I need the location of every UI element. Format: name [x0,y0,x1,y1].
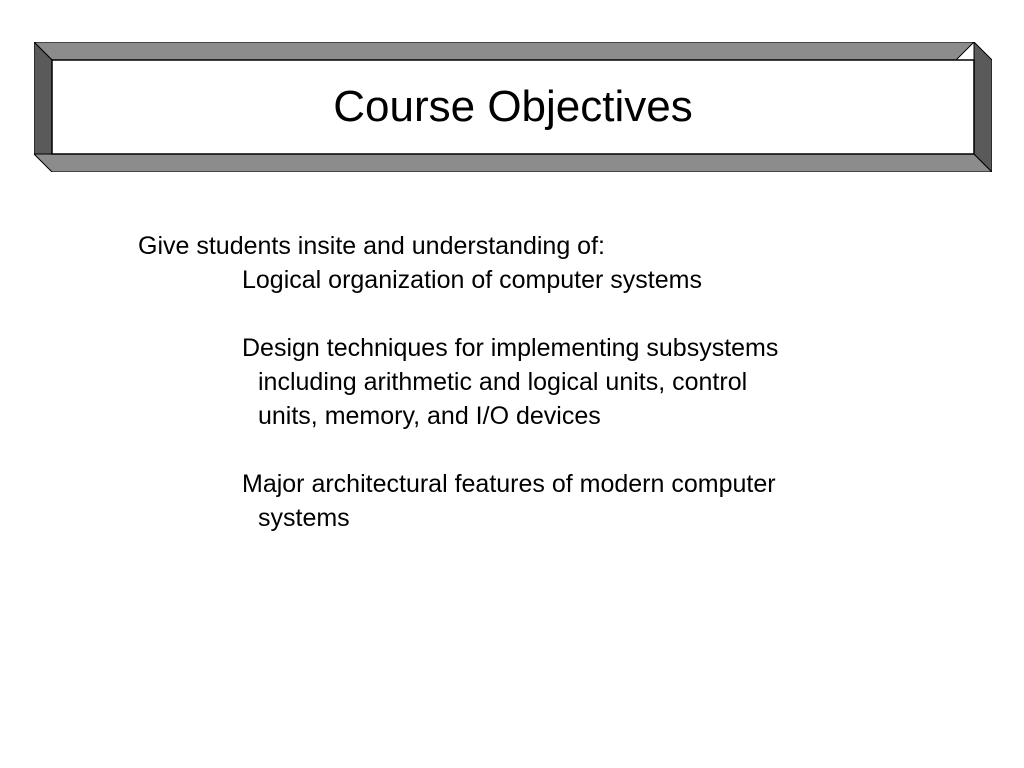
objective-item-design-techniques-continued: including arithmetic and logical units, control [258,368,748,396]
slide-title: Course Objectives [333,82,693,131]
spacer [138,433,918,467]
objective-item-design-techniques-continued: units, memory, and I/O devices [258,402,601,430]
title-frame [34,42,992,172]
objective-item-logical-organization: Logical organization of computer systems [242,266,702,294]
spacer [138,297,918,331]
intro-text: Give students insite and understanding of: [138,232,605,260]
objective-item-architectural-features-continued: systems [258,504,350,532]
objective-item-architectural-features: Major architectural features of modern computer [242,470,776,498]
objective-item-design-techniques: Design techniques for implementing subsystems [242,334,779,362]
objectives-body [138,229,918,535]
